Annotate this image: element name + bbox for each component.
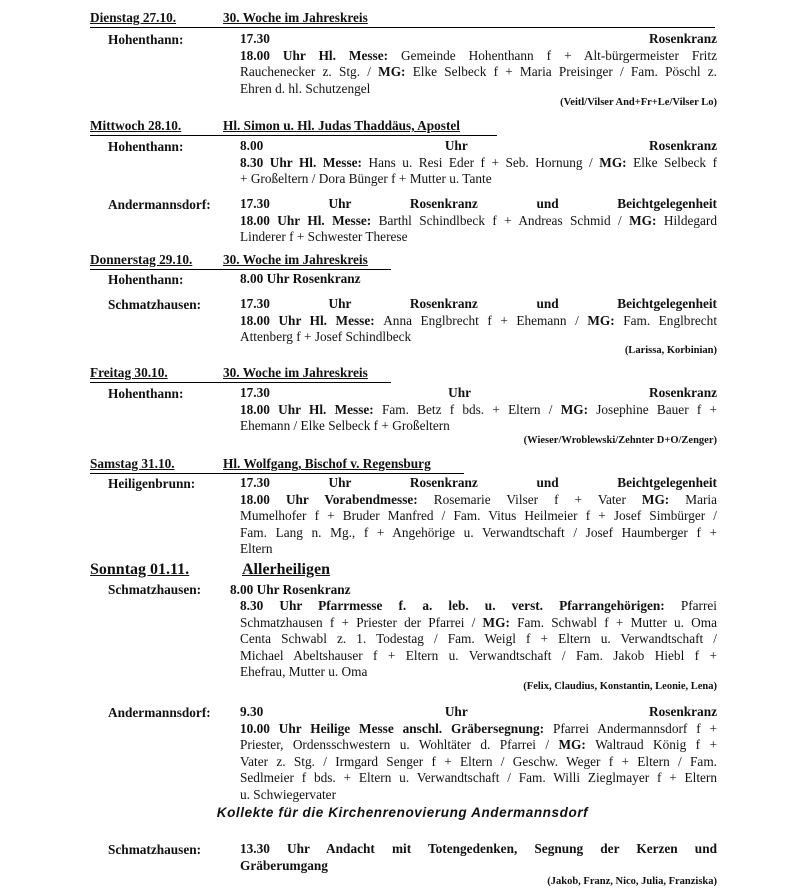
entry-bold-run: MG: [599, 154, 634, 170]
entry-run: Anna Englbrecht f + Ehemann / [383, 312, 588, 328]
entry-line [240, 648, 717, 665]
entry-run: Mumelhofer f + Bruder Manfred / Fam. Vitus Heilmeier f + Josef Simbürger / [240, 508, 717, 523]
entry-line [240, 508, 717, 525]
entry-line [240, 196, 717, 213]
entry-run: Schmatzhausen f + Priester der Pfarrei / [240, 614, 483, 630]
entry-line [240, 754, 717, 771]
entry-line [240, 492, 717, 509]
entry-bold-run: 8.30 Uhr Pfarrmesse f. a. leb. u. verst. Pfarrangehörigen: [240, 598, 681, 613]
entry-line [240, 841, 717, 858]
entry-bold-run: 18.00 Uhr Hl. Messe: [240, 47, 402, 63]
entry-run: u. Schwiegervater [240, 786, 336, 802]
entry-bold-run: 17.30 Rosenkranz [240, 31, 717, 46]
entry-line [240, 858, 717, 875]
entry-bold-run: MG: [587, 312, 624, 328]
entry-run: Elke Selbeck f [633, 154, 718, 170]
entry-run: Hans u. Resi Eder f + Seb. Hornung / [368, 154, 600, 170]
place-label: Andermannsdorf: [108, 197, 211, 212]
entry-bold-run: MG: [558, 737, 596, 752]
entry-bold-run: 13.30 Uhr Andacht mit Totengedenken, Segnung der Kerzen und [240, 841, 717, 856]
day-title: Hl. Simon u. Hl. Judas Thaddäus, Apostel [223, 118, 460, 133]
entry-bold-run: 17.30 Uhr Rosenkranz und Beichtgelegenheit [240, 296, 717, 311]
altar-servers: (Felix, Claudius, Konstantin, Leonie, Lena) [523, 681, 717, 692]
entry-run: Fam. Lang n. Mg., f + Angehörige u. Verwandtschaft / Josef Haumberger f + [240, 524, 717, 540]
entry-line [240, 598, 717, 615]
entry-bold-run: 9.30 Uhr Rosenkranz [240, 704, 717, 719]
entry-run: Sedlmeier f bds. + Eltern u. Verwandtschaft / Fam. Willi Zieglmayer f + Eltern [240, 770, 717, 785]
entry-line [240, 770, 717, 787]
altar-servers: (Wieser/Wroblewski/Zehnter D+O/Zenger) [523, 435, 717, 446]
entry-line [240, 664, 717, 681]
entry-line [240, 418, 717, 435]
day-separator [90, 10, 715, 28]
sunday-heading: Sonntag 01.11. [90, 561, 190, 578]
entry-line [240, 329, 717, 346]
entry-run: Attenberg f + Josef Schindlbeck [240, 329, 412, 344]
entry-run: Fam. Schwabl f + Mutter u. Oma [517, 614, 717, 630]
entry-run: Barthl Schindlbeck f + Andreas Schmid / [378, 212, 630, 228]
entry-run: Waltraud König f + [595, 737, 717, 752]
day-title: 30. Woche im Jahreskreis [223, 10, 368, 25]
entry-bold-run: MG: [482, 614, 518, 630]
entry-bold-run: MG: [629, 212, 664, 228]
entry-run: Elke Selbeck f + Maria Preisinger / Fam. Pöschl z. [412, 64, 717, 79]
entry-line [240, 631, 717, 648]
entry-bold-run: MG: [641, 491, 686, 507]
entry-line [240, 271, 717, 288]
entry-line [240, 615, 717, 632]
entry-bold-run: 8.30 Uhr Hl. Messe: [240, 154, 369, 170]
entry-bold-run: Gräberumgang [240, 857, 328, 873]
entry-run: Eltern [240, 541, 273, 556]
place-label: Hohenthann: [108, 386, 184, 401]
entry-line [240, 385, 717, 402]
entry-bold-run: 18.00 Uhr Hl. Messe: [240, 312, 384, 328]
entry-run: Fam. Betz f bds. + Eltern / [381, 401, 561, 417]
day-title: 30. Woche im Jahreskreis [223, 252, 368, 267]
entry-text [240, 475, 717, 558]
entry-line [240, 229, 717, 246]
collection-note: Kollekte für die Kirchenrenovierung Andermannsdorf [216, 805, 589, 820]
entry-run: Priester, Ordensschwestern u. Wohltäter d. Pfarrei / [240, 737, 559, 752]
entry-line [240, 541, 717, 558]
entry-text [240, 841, 717, 874]
entry-run: Pfarrei Andermannsdorf f + [552, 720, 717, 736]
entry-line [240, 721, 717, 738]
place-label: Hohenthann: [108, 32, 184, 47]
entry-bold-run: 10.00 Uhr Heilige Messe anschl. Gräbersegnung: [240, 720, 553, 736]
altar-servers: (Jakob, Franz, Nico, Julia, Franziska) [547, 876, 717, 887]
entry-text [240, 271, 717, 288]
entry-inline-first: 8.00 Uhr Rosenkranz [230, 582, 351, 597]
entry-line [240, 475, 717, 492]
entry-line [240, 402, 717, 419]
entry-run: Pfarrei [680, 598, 717, 613]
day-title: 30. Woche im Jahreskreis [223, 365, 368, 380]
entry-bold-run: MG: [560, 401, 597, 417]
day-title: Hl. Wolfgang, Bischof v. Regensburg [223, 456, 431, 471]
entry-line [240, 64, 717, 81]
entry-run: Linderer f + Schwester Therese [240, 229, 408, 244]
altar-servers: (Veitl/Vilser And+Fr+Le/Vilser Lo) [560, 97, 717, 108]
day-heading: Dienstag 27.10. [90, 10, 177, 25]
entry-line [240, 525, 717, 542]
entry-run: Rauchenecker z. Stg. / [240, 64, 379, 79]
place-label: Schmatzhausen: [108, 297, 202, 312]
entry-run: Ehemann / Elke Selbeck f + Großeltern [240, 418, 450, 433]
entry-run: Fam. Englbrecht [623, 312, 718, 328]
entry-run: Maria [685, 491, 717, 507]
entry-text [240, 296, 717, 346]
entry-line [240, 296, 717, 313]
entry-run: Centa Schwabl z. 1. Todestag / Fam. Weigl f + Eltern u. Verwandtschaft / [240, 631, 717, 646]
entry-line [240, 155, 717, 172]
entry-text [240, 196, 717, 246]
entry-run: Ehren d. hl. Schutzengel [240, 80, 371, 96]
day-heading: Freitag 30.10. [90, 365, 168, 380]
place-label: Schmatzhausen: [108, 842, 202, 857]
entry-bold-run: 17.30 Uhr Rosenkranz und Beichtgelegenheit [240, 475, 717, 490]
sunday-title: Allerheiligen [242, 561, 330, 578]
entry-bold-run: 18.00 Uhr Vorabendmesse: [240, 491, 434, 507]
place-label: Andermannsdorf: [108, 705, 211, 720]
entry-line [240, 138, 717, 155]
place-label: Schmatzhausen: [108, 582, 202, 597]
entry-line [240, 313, 717, 330]
entry-line [240, 213, 717, 230]
entry-bold-run: 18.00 Uhr Hl. Messe: [240, 212, 379, 228]
entry-line [240, 48, 717, 65]
entry-bold-run: 8.00 Uhr Rosenkranz [240, 138, 717, 153]
entry-line [240, 171, 717, 188]
entry-bold-run: 17.30 Uhr Rosenkranz und Beichtgelegenheit [240, 196, 717, 211]
entry-text [240, 31, 717, 97]
entry-run: + Großeltern / Dora Bünger f + Mutter u. Tante [240, 171, 492, 186]
entry-run: Vater z. Stg. / Irmgard Senger f + Eltern / Geschw. Weger f + Eltern / Fam. [240, 753, 717, 769]
entry-run: Michael Abeltshauser f + Eltern u. Verwandtschaft / Fam. Jakob Hiebl f + [240, 647, 717, 663]
entry-text [240, 704, 717, 803]
altar-servers: (Larissa, Korbinian) [624, 345, 717, 356]
entry-bold-run: 8.00 Uhr Rosenkranz [240, 271, 361, 286]
entry-run: Rosemarie Vilser f + Vater [433, 491, 642, 507]
entry-line [240, 31, 717, 48]
entry-line [240, 704, 717, 721]
place-label: Hohenthann: [108, 139, 184, 154]
day-heading: Samstag 31.10. [90, 456, 175, 471]
entry-line [240, 737, 717, 754]
entry-run: Hildegard [663, 212, 718, 228]
entry-text [240, 138, 717, 188]
entry-text [240, 598, 717, 681]
entry-line [240, 81, 717, 98]
entry-run: Ehefrau, Mutter u. Oma [240, 664, 368, 679]
entry-bold-run: MG: [378, 64, 413, 79]
entry-bold-run: 17.30 Uhr Rosenkranz [240, 385, 717, 400]
day-heading: Mittwoch 28.10. [90, 118, 182, 133]
entry-bold-run: 18.00 Uhr Hl. Messe: [240, 401, 382, 417]
entry-run: Josephine Bauer f + [596, 401, 717, 417]
place-label: Hohenthann: [108, 272, 184, 287]
day-heading: Donnerstag 29.10. [90, 252, 193, 267]
entry-run: Gemeinde Hohenthann f + Alt-bürgermeister Fritz [401, 47, 717, 63]
place-label: Heiligenbrunn: [108, 476, 196, 491]
entry-line [240, 787, 717, 804]
entry-text [240, 385, 717, 435]
